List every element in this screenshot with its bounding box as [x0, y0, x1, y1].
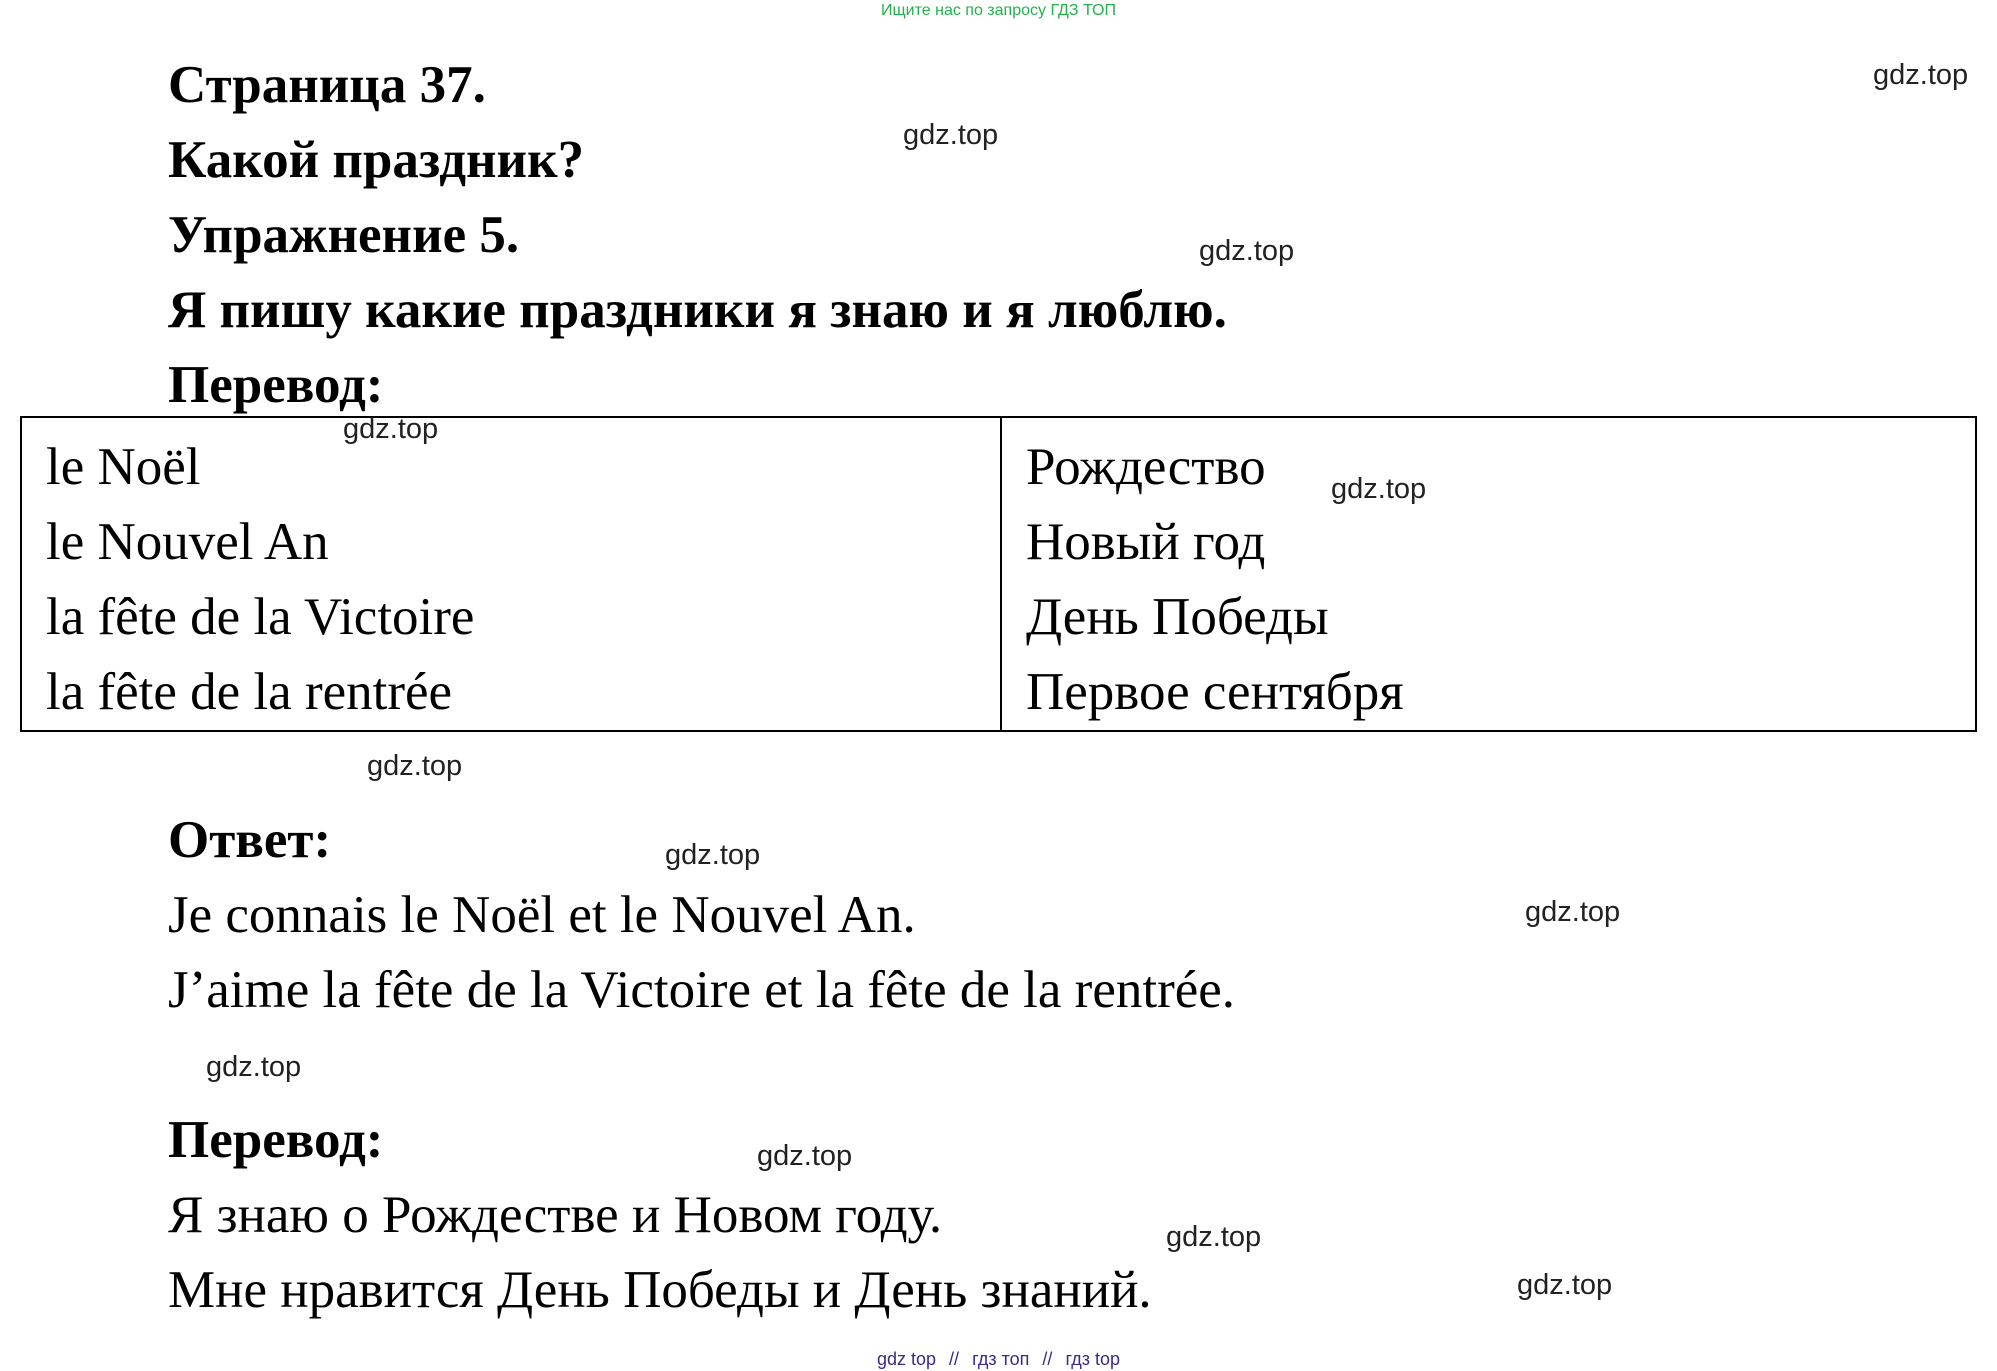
french-column: [21, 417, 1001, 731]
watermark: gdz.top: [665, 839, 761, 871]
watermark: gdz.top: [1873, 59, 1969, 91]
table-row: [21, 417, 1976, 731]
footer-link[interactable]: гдз топ: [972, 1349, 1030, 1369]
french-term: le Noël: [46, 438, 201, 496]
watermark: gdz.top: [1331, 473, 1427, 505]
search-banner: Ищите нас по запросу ГДЗ ТОП: [881, 2, 1116, 19]
watermark: gdz.top: [903, 119, 999, 151]
russian-column: [1001, 417, 1976, 731]
watermark: gdz.top: [367, 750, 463, 782]
footer-link[interactable]: гдз top: [1065, 1349, 1120, 1369]
answer-label: Ответ:: [168, 811, 332, 869]
watermark: gdz.top: [1517, 1269, 1613, 1301]
answer-translation-line: Мне нравится День Победы и День знаний.: [168, 1261, 1152, 1319]
exercise-title: Упражнение 5.: [168, 206, 520, 264]
footer-link[interactable]: gdz top: [876, 1349, 937, 1369]
vocabulary-table: [20, 416, 1977, 732]
russian-term: День Победы: [1026, 588, 1329, 646]
french-term: le Nouvel An: [46, 513, 329, 571]
watermark: gdz.top: [1525, 896, 1621, 928]
translation-label: Перевод:: [168, 356, 384, 414]
answer-translation-line: Я знаю о Рождестве и Новом году.: [168, 1186, 943, 1244]
footer-links: [0, 1348, 1997, 1370]
watermark: gdz.top: [343, 413, 439, 445]
watermark: gdz.top: [206, 1051, 302, 1083]
footer-separator: //: [949, 1349, 960, 1369]
answer-translation-label: Перевод:: [168, 1111, 384, 1169]
answer-line: Je connais le Noël et le Nouvel An.: [168, 886, 916, 944]
french-term: la fête de la rentrée: [46, 663, 453, 721]
russian-term: Рождество: [1026, 438, 1266, 496]
french-term: la fête de la Victoire: [46, 588, 475, 646]
topic-title: Какой праздник?: [168, 131, 585, 189]
page-title: Страница 37.: [168, 56, 486, 114]
watermark: gdz.top: [1199, 235, 1295, 267]
task-text: Я пишу какие праздники я знаю и я люблю.: [168, 281, 1227, 339]
russian-term: Новый год: [1026, 513, 1266, 571]
watermark: gdz.top: [757, 1140, 853, 1172]
russian-term: Первое сентября: [1026, 663, 1404, 721]
footer-separator: //: [1042, 1349, 1053, 1369]
watermark: gdz.top: [1166, 1221, 1262, 1253]
answer-line: J’aime la fête de la Victoire et la fête de la rentrée.: [168, 961, 1236, 1019]
